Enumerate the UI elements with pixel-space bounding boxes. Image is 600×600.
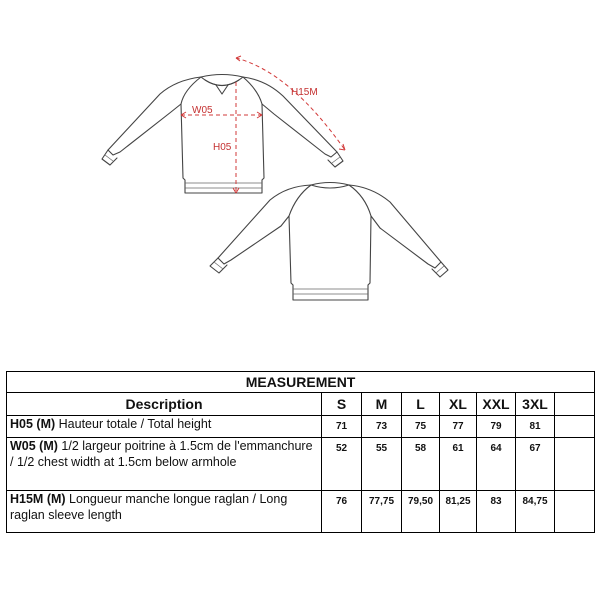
value-cell: 61 [440,438,477,491]
measurement-text: Longueur manche longue raglan / Long raglan sleeve length [10,492,288,522]
value-cell: 55 [362,438,402,491]
measurement-text: Hauteur totale / Total height [58,417,212,431]
value-cell [555,491,595,533]
value-cell: 58 [402,438,440,491]
value-cell: 73 [362,416,402,438]
table-row [7,491,595,533]
row-description [7,438,322,491]
w05-label: W05 [192,105,213,116]
value-cell: 81,25 [440,491,477,533]
value-cell: 64 [477,438,516,491]
value-cell: 84,75 [516,491,555,533]
sweatshirt-back-sketch [210,183,448,301]
value-cell: 75 [402,416,440,438]
row-description [7,491,322,533]
h15m-label: H15M [291,87,318,98]
value-cell: 71 [322,416,362,438]
table-row [7,438,595,491]
size-header: 3XL [516,393,555,416]
value-cell: 52 [322,438,362,491]
measurement-table [6,371,595,533]
measurement-code: W05 (M) [10,439,58,453]
value-cell: 77 [440,416,477,438]
value-cell [555,416,595,438]
size-header: L [402,393,440,416]
row-description [7,416,322,438]
description-header: Description [7,393,322,416]
value-cell: 79 [477,416,516,438]
value-cell: 76 [322,491,362,533]
value-cell: 81 [516,416,555,438]
size-header: XXL [477,393,516,416]
value-cell: 67 [516,438,555,491]
measurement-code: H15M (M) [10,492,66,506]
size-header: XL [440,393,477,416]
table-header-row [7,393,595,416]
value-cell: 79,50 [402,491,440,533]
size-header: S [322,393,362,416]
value-cell: 83 [477,491,516,533]
table-title: MEASUREMENT [7,372,595,393]
measurement-code: H05 (M) [10,417,56,431]
h05-label: H05 [213,142,232,153]
size-header [555,393,595,416]
table-row [7,416,595,438]
size-header: M [362,393,402,416]
measurement-text: 1/2 largeur poitrine à 1.5cm de l'emmanchure / 1/2 chest width at 1.5cm below armhole [10,439,313,469]
value-cell: 77,75 [362,491,402,533]
value-cell [555,438,595,491]
